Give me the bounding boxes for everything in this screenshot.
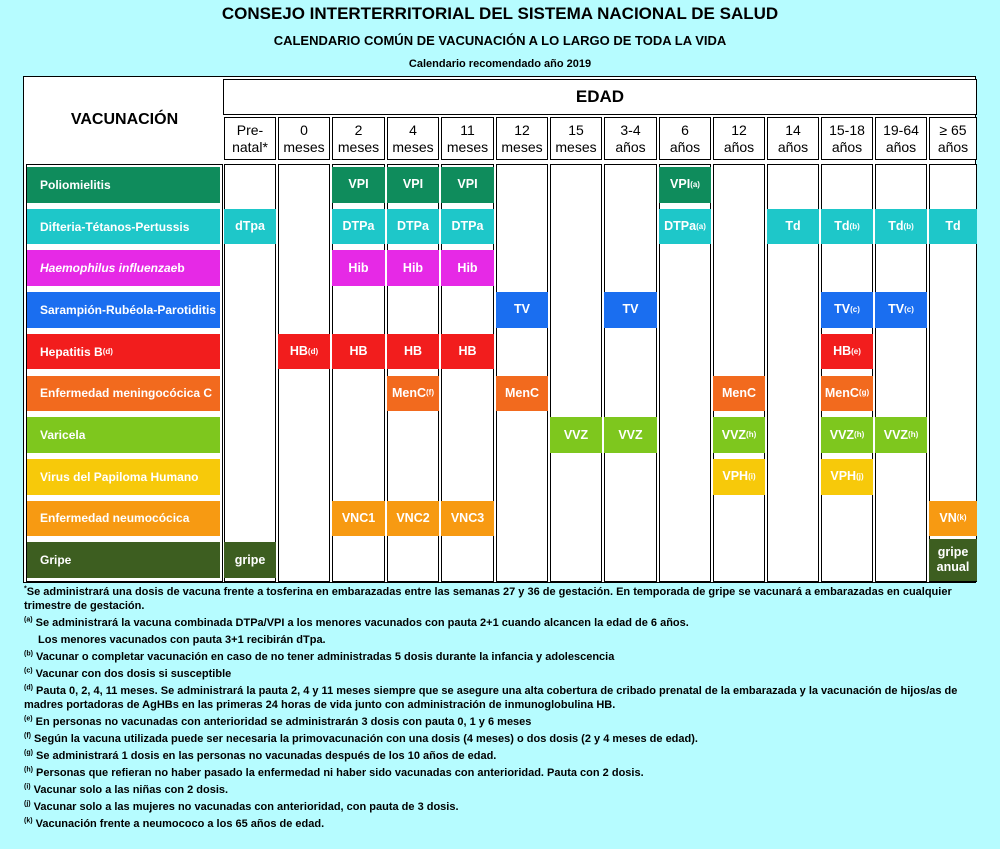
dose-cell: TV: [496, 292, 548, 328]
dose-cell: Td: [929, 209, 977, 245]
vaccine-label: Varicela: [27, 417, 220, 453]
age-column-header: [278, 117, 330, 160]
age-value: Pre-: [236, 121, 264, 138]
age-column-header: [929, 117, 977, 160]
age-unit: meses: [501, 138, 543, 155]
age-column-header: [604, 117, 657, 160]
age-column: [496, 164, 548, 582]
age-column: [278, 164, 330, 582]
dose-cell: gripe: [224, 542, 276, 578]
vaccine-label: Difteria-Tétanos-Pertussis: [27, 209, 220, 245]
age-column-header: [713, 117, 765, 160]
dose-cell: gripe anual: [929, 539, 977, 581]
dose-cell: VPI: [387, 167, 439, 203]
age-column-header: [767, 117, 819, 160]
dose-cell: DTPa: [441, 209, 494, 245]
dose-cell: dTpa: [224, 209, 276, 245]
footnote: Los menores vacunados con pauta 3+1 recibirán dTpa.: [38, 634, 326, 646]
vaccine-label: Hepatitis B (d): [27, 334, 220, 370]
footnote: $^{(c)}$ Vacunar con dos dosis si susceptible: [24, 667, 232, 680]
page-subtitle: CALENDARIO COMÚN DE VACUNACIÓN A LO LARGO DE TODA LA VIDA: [273, 33, 727, 48]
age-column: [550, 164, 602, 582]
age-value: 3-4: [620, 121, 641, 138]
age-unit: meses: [555, 138, 597, 155]
vaccine-label: Haemophilus influenzae b: [27, 250, 220, 286]
footnote: $^{(d)}$ Pauta 0, 2, 4, 11 meses. Se administrará la pauta 2, 4 y 11 meses siempre que se asegure una alta cobertura de cribado prenatal de la embarazada y la vacunación de hijos/as de madres portadoras de AgHBs en las primeras 24 horas de vida junto con administración de inmunoglobulina HB.: [24, 684, 958, 711]
dose-cell: VNC3: [441, 501, 494, 537]
dose-cell: VPI: [441, 167, 494, 203]
footnote: $^{(f)}$ Según la vacuna utilizada puede ser necesaria la primovacunación con una dosis (4 meses) o dos dosis (2 y 4 meses de edad).: [24, 732, 698, 745]
vaccination-header: VACUNACIÓN: [70, 111, 179, 128]
footnotes: [24, 585, 994, 834]
age-column: [604, 164, 657, 582]
age-column-header: [659, 117, 711, 160]
year-label: Calendario recomendado año 2019: [408, 58, 592, 70]
dose-cell: VVZ (h): [875, 417, 927, 453]
age-column-header: [496, 117, 548, 160]
footnote: $^{(h)}$ Personas que refieran no haber pasado la enfermedad ni haber sido vacunadas con anterioridad. Pauta con 2 dosis.: [24, 766, 644, 779]
vaccination-calendar-table: [23, 76, 976, 583]
footnote: $^{(a)}$ Se administrará la vacuna combinada DTPa/VPI a los menores vacunados con pauta 2+1 cuando alcancen la edad de 6 años.: [24, 616, 689, 629]
footnote: $^{(i)}$ Vacunar solo a las niñas con 2 dosis.: [24, 783, 229, 796]
age-value: 14: [785, 121, 801, 138]
age-column-header: [550, 117, 602, 160]
dose-cell: HB (d): [278, 334, 330, 370]
age-header: EDAD: [223, 79, 977, 115]
vaccine-label: Virus del Papiloma Humano: [27, 459, 220, 495]
page-title: CONSEJO INTERTERRITORIAL DEL SISTEMA NACIONAL DE SALUD: [221, 4, 779, 23]
dose-cell: VVZ (h): [713, 417, 765, 453]
dose-cell: DTPa: [332, 209, 385, 245]
dose-cell: DTPa: [387, 209, 439, 245]
footnote: *Se administrará una dosis de vacuna frente a tosferina en embarazadas entre las semanas 27 y 36 de gestación. En temporada de gripe se vacunará a embarazadas en cualquier trimestre de gestación.: [24, 585, 952, 612]
vaccine-label: Enfermedad meningocócica C: [27, 376, 220, 412]
dose-cell: VPH (j): [821, 459, 873, 495]
dose-cell: VNC1: [332, 501, 385, 537]
footnote: $^{(e)}$ En personas no vacunadas con anterioridad se administrarán 3 dosis con pauta 0, 1 y 6 meses: [24, 715, 532, 728]
vaccine-label: Enfermedad neumocócica: [27, 501, 220, 537]
age-value: 11: [460, 121, 475, 138]
dose-cell: MenC (f): [387, 376, 439, 412]
dose-cell: MenC: [713, 376, 765, 412]
age-unit: años: [831, 138, 863, 155]
dose-cell: Hib: [332, 250, 385, 286]
age-value: ≥ 65: [939, 121, 967, 138]
dose-cell: VPH (i): [713, 459, 765, 495]
age-unit: años: [669, 138, 701, 155]
age-unit: años: [777, 138, 809, 155]
dose-cell: MenC (g): [821, 376, 873, 412]
dose-cell: VVZ: [550, 417, 602, 453]
age-column-header: [875, 117, 927, 160]
dose-cell: VPI (a): [659, 167, 711, 203]
age-unit: años: [723, 138, 755, 155]
dose-cell: VVZ (h): [821, 417, 873, 453]
age-column-header: [332, 117, 385, 160]
dose-cell: HB (e): [821, 334, 873, 370]
age-value: 4: [409, 121, 417, 138]
age-unit: meses: [392, 138, 434, 155]
dose-cell: TV (c): [875, 292, 927, 328]
dose-cell: HB: [332, 334, 385, 370]
age-value: 19-64: [883, 121, 919, 138]
vaccine-label: Gripe: [27, 542, 220, 578]
age-column-header: [387, 117, 439, 160]
dose-cell: TV (c): [821, 292, 873, 328]
footnote: $^{(b)}$ Vacunar o completar vacunación en caso de no tener administradas 5 dosis durante la infancia y adolescencia: [24, 650, 615, 663]
dose-cell: HB: [387, 334, 439, 370]
age-column-header: [441, 117, 494, 160]
dose-cell: TV: [604, 292, 657, 328]
vaccine-label: Sarampión-Rubéola-Parotiditis: [27, 292, 220, 328]
age-value: 15-18: [829, 121, 865, 138]
footnote: $^{(k)}$ Vacunación frente a neumococo a los 65 años de edad.: [24, 817, 325, 830]
dose-cell: HB: [441, 334, 494, 370]
age-value: 12: [731, 121, 747, 138]
age-unit: natal*: [232, 138, 268, 155]
age-unit: meses: [446, 138, 489, 155]
dose-cell: VN (k): [929, 501, 977, 537]
dose-cell: MenC: [496, 376, 548, 412]
dose-cell: VNC2: [387, 501, 439, 537]
age-value: 0: [300, 121, 308, 138]
age-unit: años: [615, 138, 646, 155]
dose-cell: VPI: [332, 167, 385, 203]
dose-cell: Td: [767, 209, 819, 245]
dose-cell: Td (b): [875, 209, 927, 245]
age-unit: meses: [283, 138, 325, 155]
age-value: 15: [568, 121, 584, 138]
age-value: 2: [354, 121, 363, 138]
age-unit: años: [937, 138, 969, 155]
age-unit: meses: [337, 138, 380, 155]
dose-cell: Td (b): [821, 209, 873, 245]
vaccine-label: Poliomielitis: [27, 167, 220, 203]
age-value: 6: [681, 121, 689, 138]
footnote: $^{(j)}$ Vacunar solo a las mujeres no vacunadas con anterioridad, con pauta de 3 dosis.: [24, 800, 459, 813]
age-value: 12: [514, 121, 530, 138]
dose-cell: VVZ: [604, 417, 657, 453]
age-unit: años: [885, 138, 917, 155]
footnote: $^{(g)}$ Se administrará 1 dosis en las personas no vacunadas después de los 10 años de edad.: [24, 749, 497, 762]
dose-cell: DTPa (a): [659, 209, 711, 245]
age-column-header: [224, 117, 276, 160]
age-column: [713, 164, 765, 582]
dose-cell: Hib: [387, 250, 439, 286]
age-column-header: [821, 117, 873, 160]
dose-cell: Hib: [441, 250, 494, 286]
